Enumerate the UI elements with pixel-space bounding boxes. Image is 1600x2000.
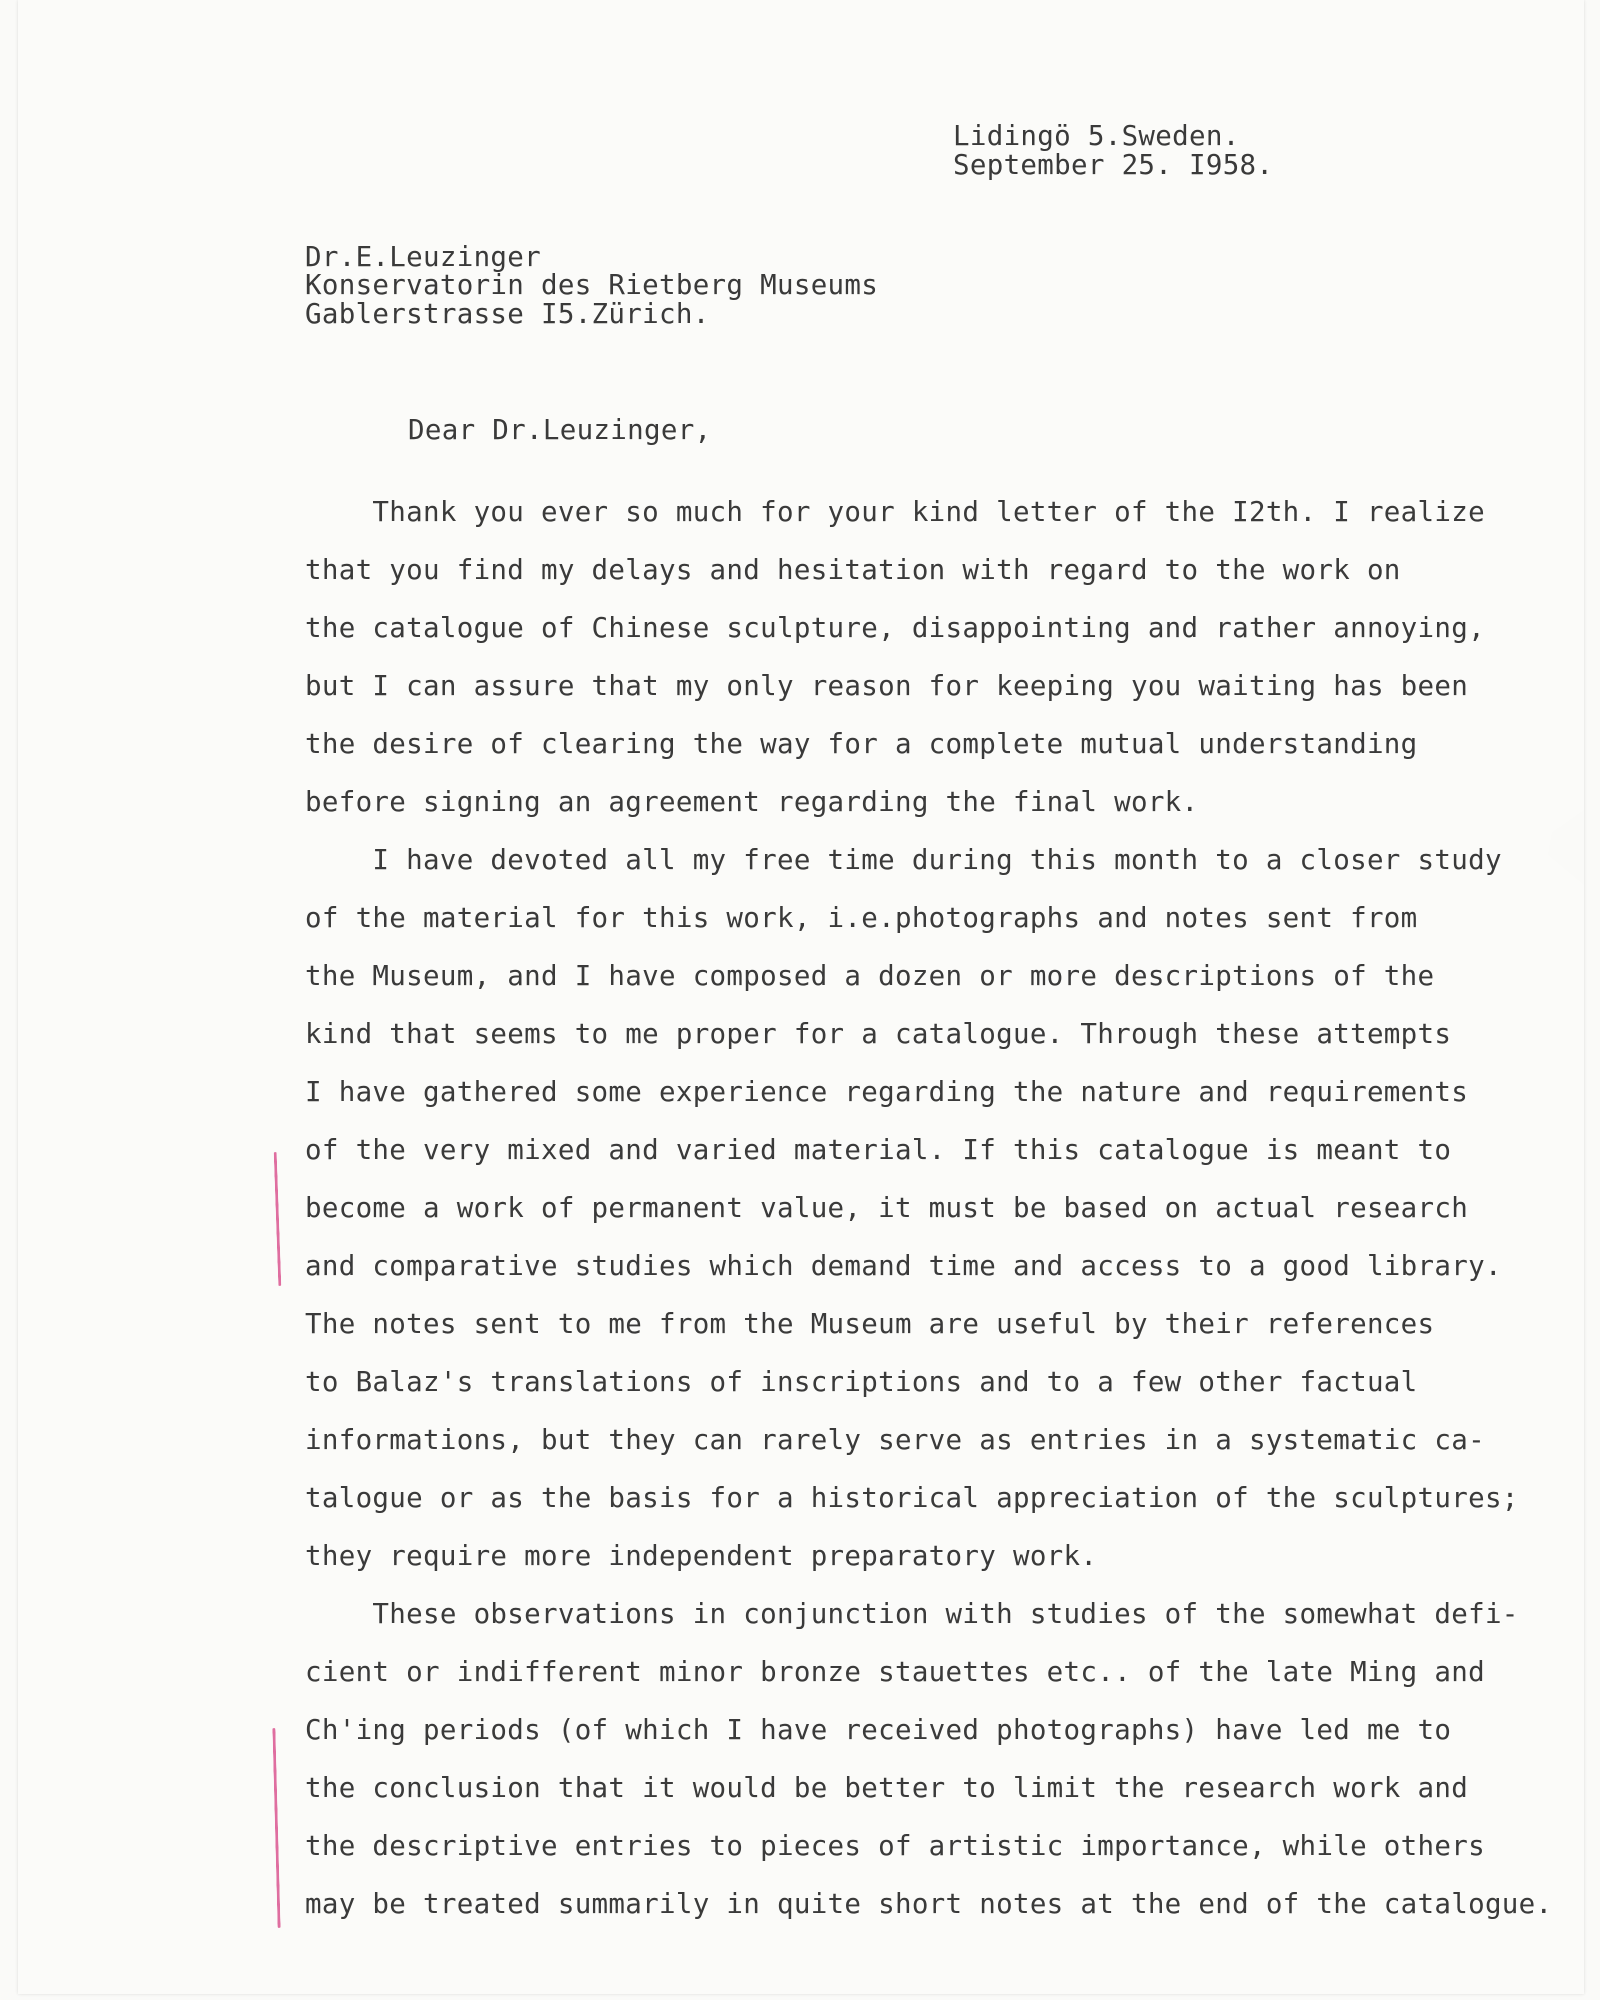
body-line: the descriptive entries to pieces of artistic importance, while others [305, 1830, 1485, 1862]
body-line: These observations in conjunction with studies of the somewhat defi- [305, 1598, 1519, 1630]
body-line: Thank you ever so much for your kind letter of the I2th. I realize [305, 496, 1485, 528]
body-line: the catalogue of Chinese sculpture, disappointing and rather annoying, [305, 612, 1485, 644]
recipient-title: Konservatorin des Rietberg Museums [305, 269, 879, 301]
margin-pencil-mark [272, 1728, 280, 1928]
body-line: The notes sent to me from the Museum are useful by their references [305, 1308, 1435, 1340]
recipient-address: Gablerstrasse I5.Zürich. [305, 298, 710, 330]
body-line: to Balaz's translations of inscriptions and to a few other factual [305, 1366, 1418, 1398]
body-line: talogue or as the basis for a historical appreciation of the sculptures; [305, 1482, 1519, 1514]
letter-page [18, 0, 1584, 1994]
letter-date: September 25. I958. [953, 149, 1274, 181]
body-line: that you find my delays and hesitation with regard to the work on [305, 554, 1401, 586]
recipient-name: Dr.E.Leuzinger [305, 241, 541, 273]
body-line: kind that seems to me proper for a catalogue. Through these attempts [305, 1018, 1452, 1050]
body-line: the desire of clearing the way for a complete mutual understanding [305, 728, 1418, 760]
salutation: Dear Dr.Leuzinger, [408, 414, 712, 446]
sender-place: Lidingö 5.Sweden. [953, 120, 1240, 152]
body-line: informations, but they can rarely serve as entries in a systematic ca- [305, 1424, 1485, 1456]
body-line: Ch'ing periods (of which I have received photographs) have led me to [305, 1714, 1452, 1746]
body-line: and comparative studies which demand time and access to a good library. [305, 1250, 1502, 1282]
body-line: of the material for this work, i.e.photographs and notes sent from [305, 902, 1418, 934]
body-line: cient or indifferent minor bronze stauettes etc.. of the late Ming and [305, 1656, 1485, 1688]
body-line: before signing an agreement regarding the final work. [305, 786, 1199, 818]
body-line: I have devoted all my free time during this month to a closer study [305, 844, 1502, 876]
body-line: of the very mixed and varied material. If this catalogue is meant to [305, 1134, 1452, 1166]
body-line: become a work of permanent value, it must be based on actual research [305, 1192, 1469, 1224]
body-line: I have gathered some experience regarding the nature and requirements [305, 1076, 1469, 1108]
body-line: the conclusion that it would be better to limit the research work and [305, 1772, 1469, 1804]
body-line: they require more independent preparatory work. [305, 1540, 1098, 1572]
margin-pencil-mark [274, 1152, 282, 1286]
torn-edge [1544, 810, 1584, 885]
body-line: but I can assure that my only reason for keeping you waiting has been [305, 670, 1469, 702]
body-line: may be treated summarily in quite short notes at the end of the catalogue. [305, 1888, 1553, 1920]
body-line: the Museum, and I have composed a dozen or more descriptions of the [305, 960, 1435, 992]
